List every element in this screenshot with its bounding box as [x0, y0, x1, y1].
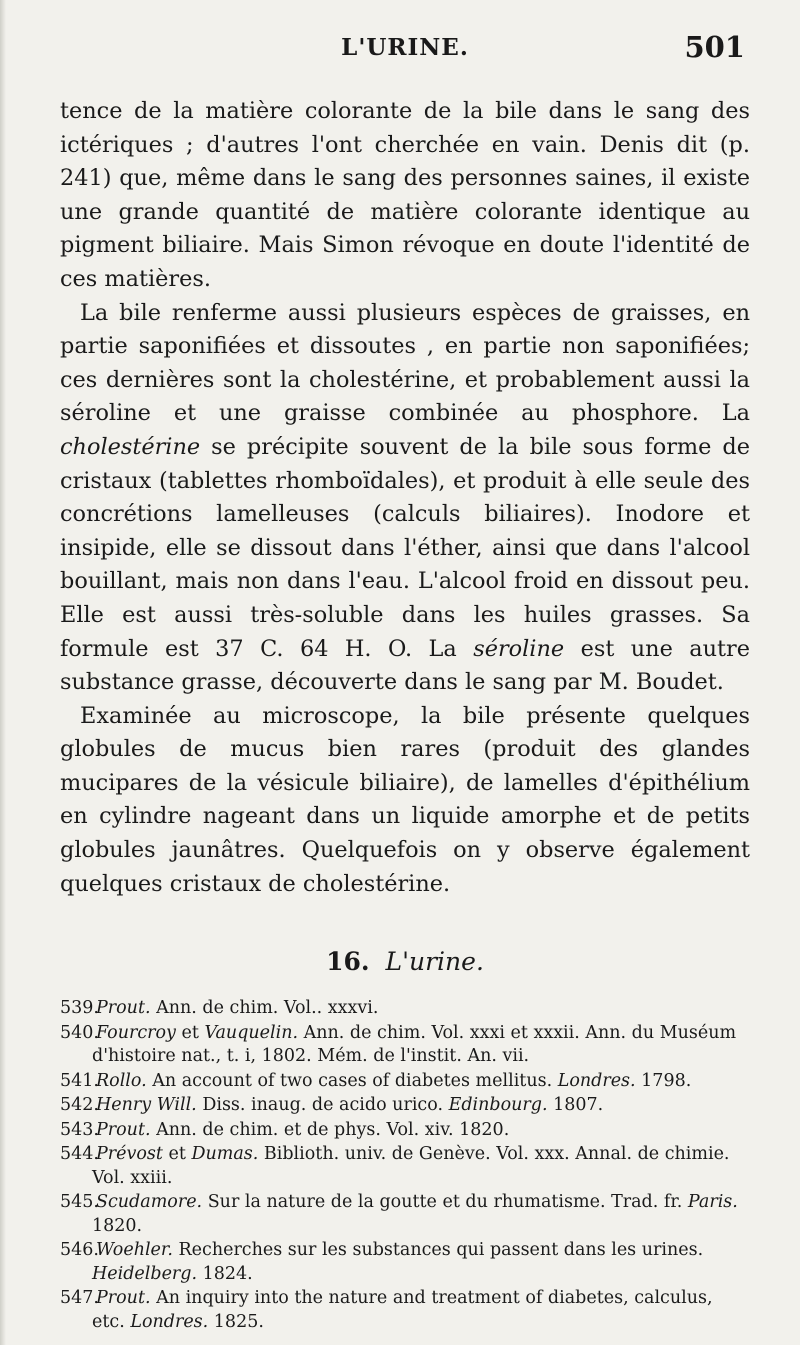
running-title: L'URINE.	[341, 34, 469, 61]
reference-author: Scudamore.	[96, 1192, 203, 1213]
paragraph-2	[60, 297, 750, 700]
reference-city: Londres.	[557, 1070, 636, 1091]
section-title: L'urine.	[385, 947, 484, 977]
reference-city: Edinbourg.	[448, 1095, 548, 1116]
reference-text: Recherches sur les substances qui passent dans les urines.	[172, 1240, 704, 1261]
paragraph-1-text: tence de la matière colorante de la bile dans le sang des ictériques ; d'autres l'ont cherchée en vain. Denis dit (p. 241) que, même dans le sang des personnes saines, il existe une grande quantité de matière colorante identique au pigment biliaire. Mais Simon révoque en doute l'identité de ces matières.	[60, 98, 750, 292]
reference-item	[60, 1070, 750, 1094]
reference-author: Prout.	[96, 1288, 151, 1309]
reference-joiner: et	[175, 1022, 205, 1043]
reference-text: Diss. inaug. de acido urico.	[196, 1095, 449, 1116]
reference-text: Biblioth. univ. de Genève. Vol. xxx. Annal. de chimie. Vol. xxiii.	[92, 1144, 730, 1188]
reference-item	[60, 1143, 750, 1190]
page-number: 501	[684, 30, 745, 64]
reference-item	[60, 1094, 750, 1118]
reference-number: 541.	[60, 1070, 99, 1091]
reference-author-2: Dumas.	[191, 1144, 259, 1165]
reference-text: Ann. de chim. Vol. xxxi et xxxii. Ann. du Muséum d'histoire nat., t. i, 1802. Mém. de l'instit. An. vii.	[92, 1022, 737, 1067]
reference-item	[60, 997, 750, 1021]
reference-city: Paris.	[687, 1192, 738, 1213]
reference-text: An account of two cases of diabetes mellitus.	[146, 1070, 558, 1091]
reference-author: Henry Will.	[96, 1095, 197, 1116]
section-number: 16.	[326, 947, 370, 977]
references-list	[60, 997, 750, 1334]
reference-author: Prout.	[96, 998, 151, 1019]
reference-city: Heidelberg.	[92, 1263, 198, 1284]
reference-year: 1824.	[197, 1263, 253, 1284]
paragraph-2-part1: La bile renferme aussi plusieurs espèces de graisses, en partie saponifiées et dissoutes , en partie non saponifiées; ces dernières sont la cholestérine, et probablement aussi la séroline et une graisse combinée au phosphore. La	[60, 299, 750, 427]
page-binding-edge	[0, 0, 6, 1345]
reference-text: Ann. de chim. Vol.. xxxvi.	[150, 998, 379, 1019]
reference-text: Ann. de chim. et de phys. Vol. xiv. 1820.	[150, 1119, 510, 1140]
reference-city: Londres.	[130, 1311, 209, 1332]
reference-item	[60, 1119, 750, 1143]
reference-item	[60, 1022, 750, 1069]
reference-year: 1820.	[92, 1215, 143, 1236]
term-cholesterine: cholestérine	[60, 433, 201, 460]
reference-number: 539.	[60, 998, 99, 1019]
reference-number: 540.	[60, 1022, 99, 1043]
reference-item	[60, 1239, 750, 1286]
reference-text: An inquiry into the nature and treatment of diabetes, calculus, etc.	[92, 1288, 713, 1332]
reference-number: 543.	[60, 1119, 99, 1140]
paragraph-3	[60, 700, 750, 902]
reference-author-2: Vauquelin.	[204, 1022, 299, 1043]
reference-number: 546.	[60, 1240, 99, 1261]
paragraph-1	[60, 95, 750, 297]
reference-number: 545.	[60, 1192, 99, 1213]
reference-joiner: et	[162, 1144, 192, 1165]
reference-year: 1798.	[635, 1070, 692, 1091]
reference-item	[60, 1191, 750, 1238]
paragraph-2-part2: se précipite souvent de la bile sous forme de cristaux (tablettes rhomboïdales), et produit à elle seule des concrétions lamelleuses (calculs biliaires). Inodore et insipide, elle se dissout dans l'éther, ainsi que dans l'alcool bouillant, mais non dans l'eau. L'alcool froid en dissout peu. Elle est aussi très-soluble dans les huiles grasses. Sa formule est 37 C. 64 H. O. La	[60, 433, 750, 662]
paragraph-3-text: Examinée au microscope, la bile présente quelques globules de mucus bien rares (produit des glandes mucipares de la vésicule biliaire), de lamelles d'épithélium en cylindre nageant dans un liquide amorphe et de petits globules jaunâtres. Quelquefois on y observe également quelques cristaux de cholestérine.	[60, 702, 750, 897]
reference-item	[60, 1287, 750, 1334]
reference-author: Woehler.	[96, 1240, 173, 1261]
reference-number: 547.	[60, 1288, 99, 1309]
reference-number: 544.	[60, 1144, 99, 1165]
reference-author: Fourcroy	[96, 1022, 176, 1043]
reference-author: Rollo.	[96, 1070, 147, 1091]
page-body	[60, 95, 750, 1335]
reference-year: 1807.	[547, 1095, 604, 1116]
term-seroline: séroline	[473, 635, 565, 662]
reference-author: Prévost	[96, 1144, 163, 1165]
running-header	[60, 30, 750, 70]
reference-author: Prout.	[96, 1119, 151, 1140]
section-heading	[60, 947, 750, 977]
reference-year: 1825.	[208, 1311, 264, 1332]
reference-text: Sur la nature de la goutte et du rhumatisme. Trad. fr.	[202, 1192, 688, 1213]
paragraph-2-part3: est une autre substance grasse, découverte dans le sang par M. Boudet.	[60, 635, 750, 696]
reference-number: 542.	[60, 1095, 99, 1116]
